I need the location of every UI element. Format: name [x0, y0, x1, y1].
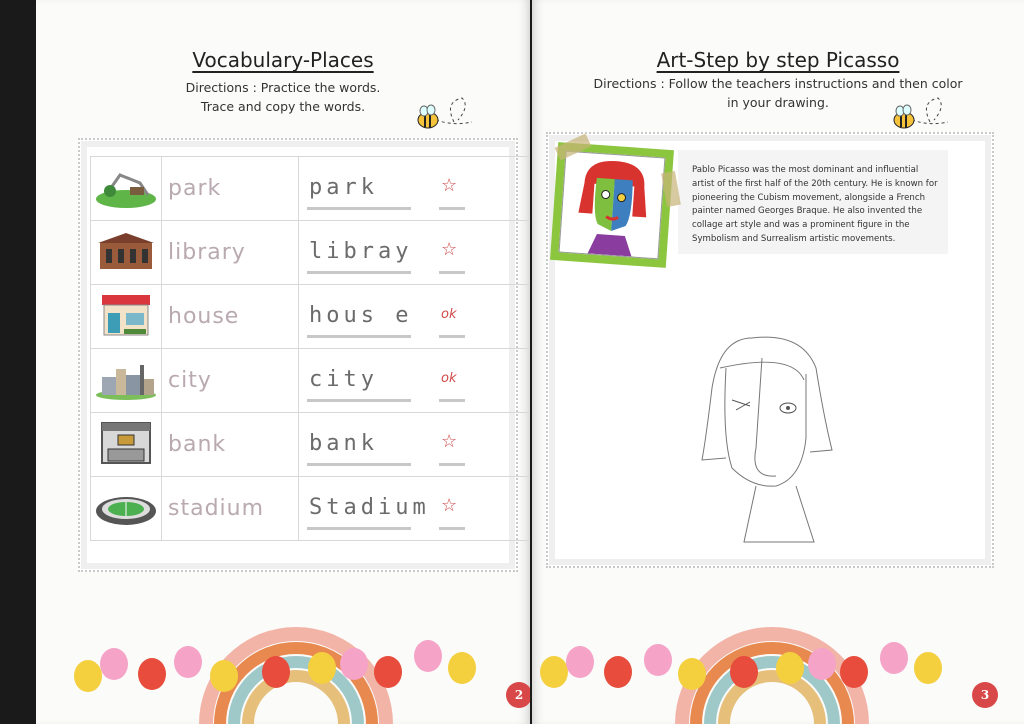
rainbow-tulips-illustration: [36, 568, 530, 724]
mark-line: [439, 463, 465, 466]
trace-word: stadium: [162, 477, 299, 541]
table-row: [91, 413, 531, 477]
writing-line: [307, 271, 411, 274]
trace-word: park: [162, 157, 299, 221]
writing-line: [307, 399, 411, 402]
directions-line-2: Trace and copy the words.: [200, 99, 366, 114]
trace-word: library: [162, 221, 299, 285]
handwritten-word: hous e: [309, 303, 413, 328]
mark-line: [439, 527, 465, 530]
library-icon: [91, 221, 162, 285]
copy-cell[interactable]: [299, 477, 531, 541]
writing-line: [307, 463, 411, 466]
page-number: 3: [972, 682, 998, 708]
directions-line-2: in your drawing.: [727, 95, 829, 110]
handwritten-word: city: [309, 367, 378, 392]
bee-icon: [414, 92, 474, 132]
page-title: Vocabulary-Places: [192, 48, 374, 72]
directions-line-1: Directions : Practice the words.: [185, 80, 381, 95]
trace-word: house: [162, 285, 299, 349]
bee-icon: [890, 92, 950, 132]
page-number: 2: [506, 682, 530, 708]
copy-cell[interactable]: [299, 285, 531, 349]
park-icon: [91, 157, 162, 221]
writing-line: [307, 335, 411, 338]
city-icon: [91, 349, 162, 413]
right-page: [532, 0, 1024, 724]
trace-word: city: [162, 349, 299, 413]
mark-line: [439, 399, 465, 402]
table-row: [91, 285, 531, 349]
left-page: [36, 0, 530, 724]
writing-line: [307, 527, 411, 530]
student-picasso-drawing: [692, 328, 842, 550]
portrait-artwork: [560, 152, 665, 259]
mark-line: [439, 335, 465, 338]
handwritten-word: libray: [309, 239, 413, 264]
table-row: [91, 477, 531, 541]
trace-word: bank: [162, 413, 299, 477]
teacher-mark: ok: [441, 307, 457, 322]
mark-line: [439, 271, 465, 274]
copy-cell[interactable]: [299, 349, 531, 413]
vocab-table: [90, 156, 530, 541]
copy-cell[interactable]: [299, 157, 531, 221]
copy-cell[interactable]: [299, 413, 531, 477]
table-row: [91, 157, 531, 221]
page-title: Art-Step by step Picasso: [656, 48, 900, 72]
mark-line: [439, 207, 465, 210]
teacher-mark: ok: [441, 371, 457, 386]
stadium-icon: [91, 477, 162, 541]
teacher-mark: ☆: [441, 239, 458, 260]
table-row: [91, 221, 531, 285]
bank-icon: [91, 413, 162, 477]
teacher-mark: ☆: [441, 495, 458, 516]
table-row: [91, 349, 531, 413]
copy-cell[interactable]: [299, 221, 531, 285]
teacher-mark: ☆: [441, 431, 458, 452]
picasso-info-card: [678, 150, 948, 254]
house-icon: [91, 285, 162, 349]
writing-line: [307, 207, 411, 210]
handwritten-word: Stadium: [309, 495, 430, 520]
teacher-mark: ☆: [441, 175, 458, 196]
picasso-portrait: [550, 142, 674, 268]
directions-line-1: Directions : Follow the teachers instructions and then color: [593, 76, 963, 91]
handwritten-word: bank: [309, 431, 378, 456]
rainbow-tulips-illustration: [532, 568, 1024, 724]
info-text: Pablo Picasso was the most dominant and influential artist of the first half of the 20th century. He is known for pioneering the Cubism movement, alongside a French painter named Georges Braque. He also invented the collage art style and was a prominent figure in the Symbolism and Surrealism artistic movements.: [692, 165, 938, 244]
handwritten-word: park: [309, 175, 378, 200]
